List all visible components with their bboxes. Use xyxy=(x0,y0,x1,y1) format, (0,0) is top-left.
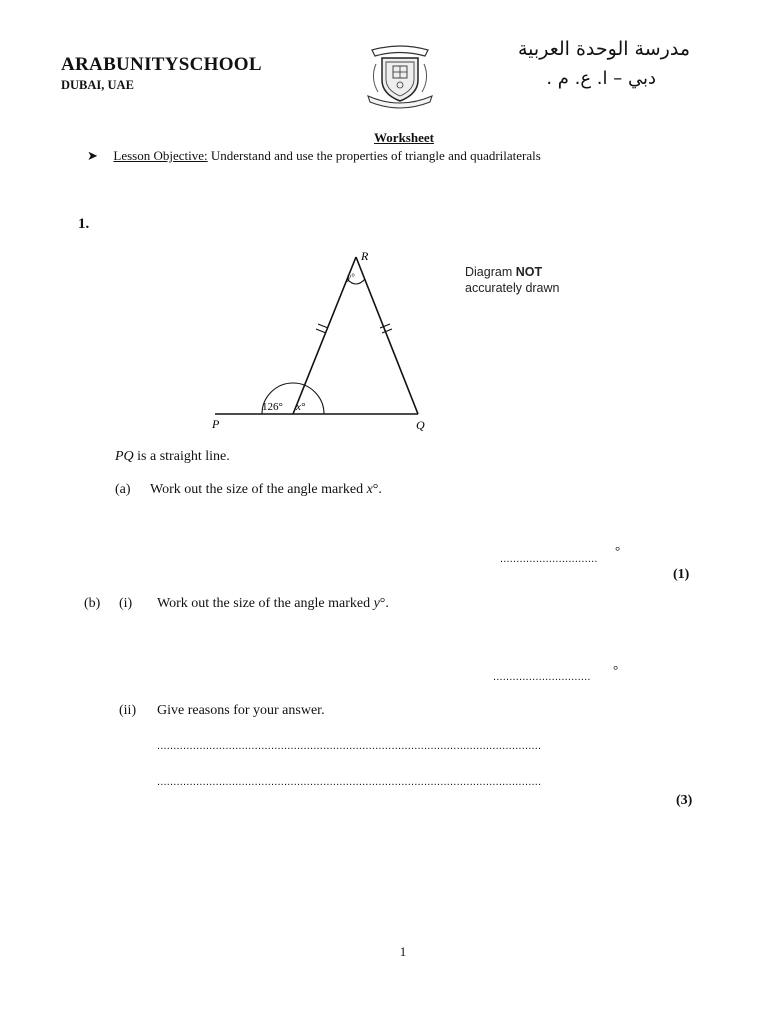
tick-mark xyxy=(318,324,328,328)
side-right xyxy=(356,257,418,414)
marks-b: (3) xyxy=(676,793,693,808)
statement-pq: PQ xyxy=(115,449,134,464)
worksheet-title: Worksheet xyxy=(374,130,434,145)
objective-text: Understand and use the properties of triangle and quadrilaterals xyxy=(207,148,541,163)
angle-label-y: y° xyxy=(347,272,355,282)
diagram-note-line2: accurately drawn xyxy=(465,281,560,295)
vertex-label-q: Q xyxy=(416,418,425,432)
marks-a: (1) xyxy=(673,567,690,582)
reason-line-2[interactable]: ...................................................................................................................... xyxy=(157,776,542,788)
tick-mark xyxy=(380,324,390,328)
part-b-i-var: y xyxy=(373,596,380,611)
part-b-i-text: Work out the size of the angle marked xyxy=(157,596,374,611)
part-b-i-question xyxy=(157,596,389,612)
degree-symbol-b: ° xyxy=(613,662,619,677)
part-a-end: °. xyxy=(372,482,382,497)
arabic-school-location: دبي – ا. ع. م . xyxy=(546,68,656,89)
lesson-objective xyxy=(87,148,541,164)
part-a-text: Work out the size of the angle marked xyxy=(150,482,367,497)
tick-mark xyxy=(316,329,326,333)
arabic-school-name: مدرسة الوحدة العربية xyxy=(518,38,690,60)
diagram-note-prefix: Diagram xyxy=(465,265,516,279)
angle-label-x: x° xyxy=(296,401,306,413)
diagram-note-bold: NOT xyxy=(515,265,543,279)
tick-mark xyxy=(382,329,392,333)
answer-line-a[interactable]: .............................. xyxy=(500,553,598,565)
degree-symbol-a: ° xyxy=(615,543,621,558)
angle-label-126: 126° xyxy=(262,401,283,413)
vertex-label-r: R xyxy=(361,249,369,263)
part-b-ii-text: Give reasons for your answer. xyxy=(157,703,325,718)
part-a-question xyxy=(150,482,382,498)
part-b-ii-label: (ii) xyxy=(119,703,137,718)
reason-line-1[interactable]: ...................................................................................................................... xyxy=(157,740,542,752)
question-number: 1. xyxy=(78,216,90,232)
objective-label: Lesson Objective: xyxy=(113,148,208,163)
part-b-i-end: °. xyxy=(379,596,389,611)
diagram-note xyxy=(465,264,560,296)
part-a-label: (a) xyxy=(115,482,131,497)
part-b-i-label: (i) xyxy=(119,596,133,611)
vertex-label-p: P xyxy=(212,417,220,431)
page-number: 1 xyxy=(399,944,407,959)
school-location: DUBAI, UAE xyxy=(61,78,134,92)
statement xyxy=(115,449,230,465)
school-name: ARABUNITYSCHOOL xyxy=(61,54,262,75)
part-a-var: x xyxy=(366,482,373,497)
arrow-bullet-icon: ➤ xyxy=(87,148,98,163)
statement-rest: is a straight line. xyxy=(133,449,230,464)
school-crest-logo xyxy=(362,44,438,115)
answer-line-b[interactable]: .............................. xyxy=(493,671,591,683)
part-b-label: (b) xyxy=(84,596,101,611)
triangle-diagram xyxy=(200,244,440,439)
